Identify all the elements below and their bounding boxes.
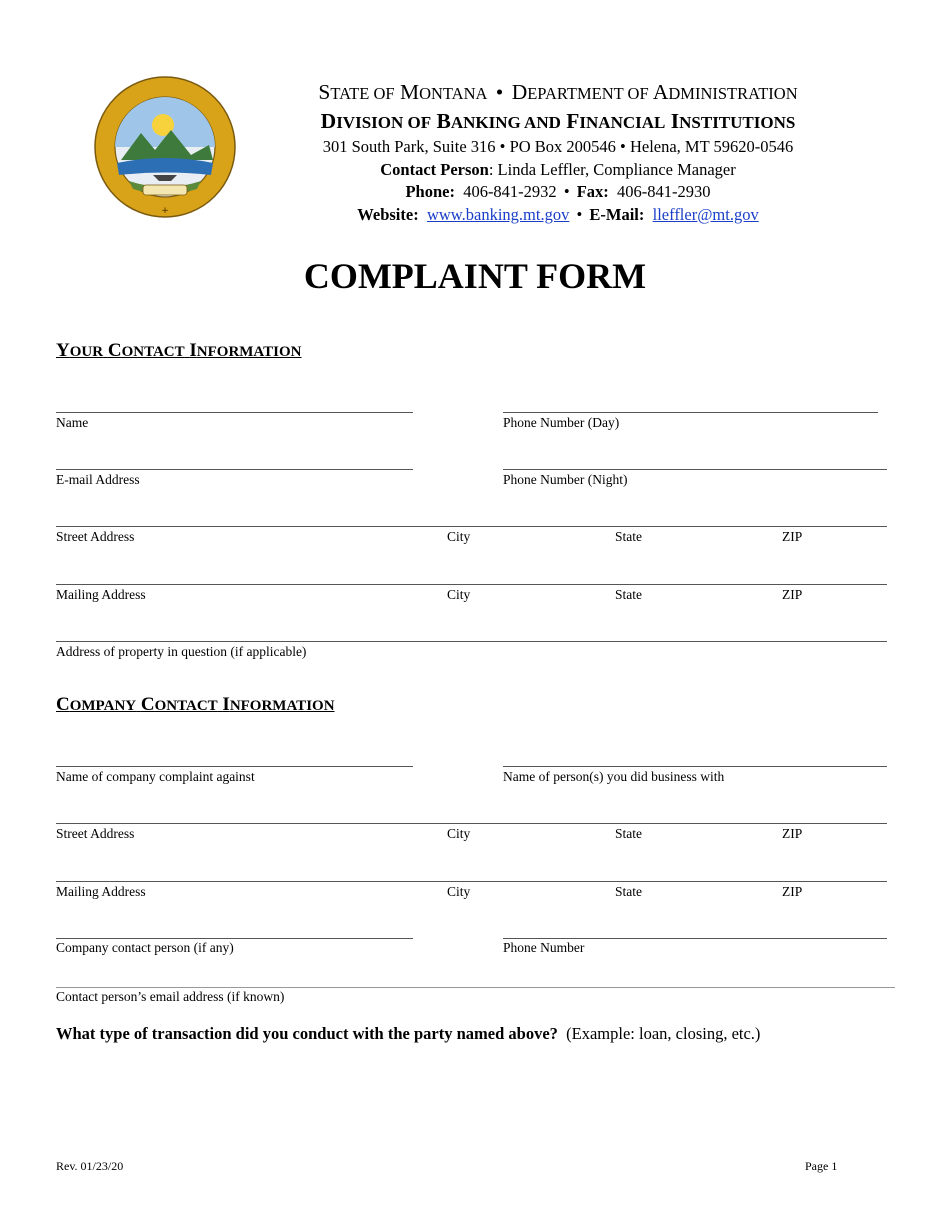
company-state-label: State	[615, 826, 642, 841]
company-phone-label: Phone Number	[503, 940, 585, 955]
phone-night-label: Phone Number (Night)	[503, 472, 628, 487]
mailing-address-label: Mailing Address	[56, 587, 146, 602]
company-mailing-zip-label: ZIP	[782, 884, 803, 899]
mailing-address-field[interactable]	[56, 584, 887, 585]
mailing-zip-label: ZIP	[782, 587, 803, 602]
division-line: DIVISION OF BANKING AND FINANCIAL INSTITUTIONS	[320, 109, 796, 133]
company-street-field[interactable]	[56, 823, 887, 824]
company-city-label: City	[447, 826, 471, 841]
website-link[interactable]: www.banking.mt.gov	[426, 204, 570, 224]
page-title: COMPLAINT FORM	[303, 256, 647, 296]
city-label: City	[447, 529, 471, 544]
zip-label: ZIP	[782, 529, 803, 544]
website-email-line: Website: www.banking.mt.gov • E-Mail: lleffler@mt.gov	[357, 204, 759, 224]
agency-header	[268, 78, 848, 226]
mailing-city-label: City	[447, 587, 471, 602]
phone-fax-line: Phone: 406-841-2932 • Fax: 406-841-2930	[405, 182, 711, 201]
company-name-field[interactable]	[56, 766, 413, 767]
svg-text:+: +	[161, 206, 169, 216]
company-street-label: Street Address	[56, 826, 135, 841]
company-contact-label: Company contact person (if any)	[56, 940, 234, 955]
company-mailing-city-label: City	[447, 884, 471, 899]
state-label: State	[615, 529, 642, 544]
page-number: Page 1	[805, 1159, 838, 1173]
email-label: E-mail Address	[56, 472, 140, 487]
property-address-label: Address of property in question (if applicable)	[56, 644, 307, 659]
contact-person-line: Contact Person: Linda Leffler, Compliance Manager	[380, 159, 736, 179]
business-person-field[interactable]	[503, 766, 887, 767]
name-field[interactable]	[56, 412, 413, 413]
property-address-field[interactable]	[56, 641, 887, 642]
company-zip-label: ZIP	[782, 826, 803, 841]
transaction-question: What type of transaction did you conduct with the party named above? (Example: loan, closing, etc.)	[56, 1024, 761, 1043]
company-name-label: Name of company complaint against	[56, 769, 255, 784]
email-link[interactable]: lleffler@mt.gov	[652, 204, 759, 224]
contact-email-label: Contact person’s email address (if known)	[56, 989, 285, 1004]
department-line: STATE OF MONTANA • DEPARTMENT OF ADMINISTRATION	[318, 80, 798, 104]
section-heading-company-contact: COMPANY CONTACT INFORMATION	[56, 694, 335, 715]
phone-day-field[interactable]	[503, 412, 878, 413]
company-mailing-field[interactable]	[56, 881, 887, 882]
revision-date: Rev. 01/23/20	[56, 1159, 124, 1173]
mailing-state-label: State	[615, 587, 642, 602]
company-contact-field[interactable]	[56, 938, 413, 939]
address-line: 301 South Park, Suite 316 • PO Box 200546 • Helena, MT 59620-0546	[322, 137, 794, 156]
state-seal-logo	[93, 75, 237, 221]
phone-day-label: Phone Number (Day)	[503, 415, 620, 430]
business-person-label: Name of person(s) you did business with	[503, 769, 725, 784]
name-label: Name	[56, 415, 89, 430]
phone-night-field[interactable]	[503, 469, 887, 470]
company-mailing-state-label: State	[615, 884, 642, 899]
street-address-field[interactable]	[56, 526, 887, 527]
email-field[interactable]	[56, 469, 413, 470]
section-heading-your-contact: YOUR CONTACT INFORMATION	[56, 340, 302, 361]
street-address-label: Street Address	[56, 529, 135, 544]
company-mailing-label: Mailing Address	[56, 884, 146, 899]
contact-email-field[interactable]	[56, 987, 895, 988]
company-phone-field[interactable]	[503, 938, 887, 939]
